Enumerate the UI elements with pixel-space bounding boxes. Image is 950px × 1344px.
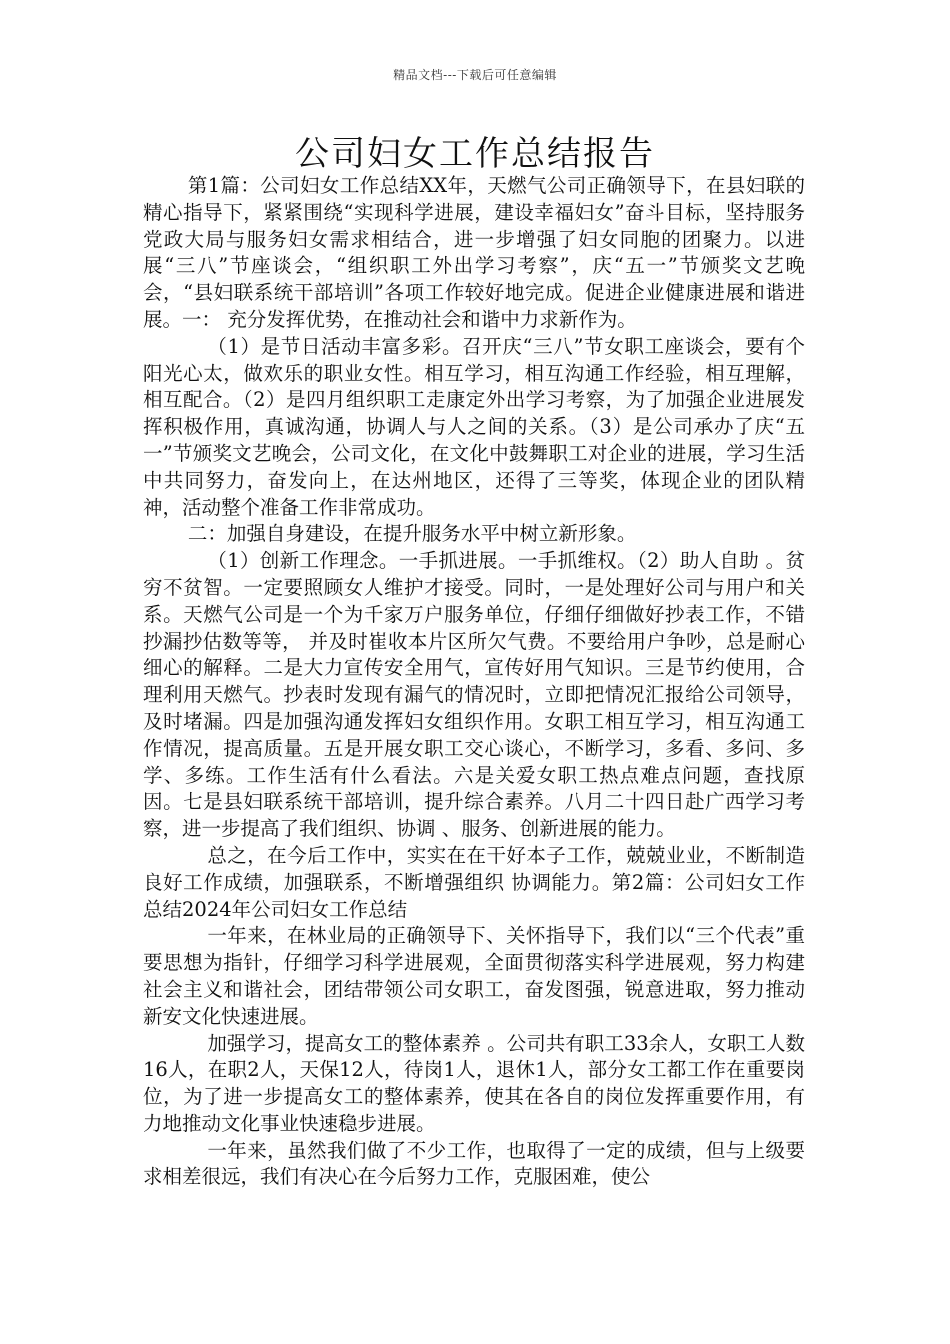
paragraph-5: 总之，在今后工作中，实实在在干好本子工作，兢兢业业，不断制造良好工作成绩，加强联系，不断增强组织 协调能力。第2篇：公司妇女工作总结2024年公司妇女工作总结 <box>143 843 805 921</box>
paragraph-7: 加强学习，提高女工的整体素养 。公司共有职工33余人，女职工人数16人，在职2人，天保12人，待岗1人，退休1人，部分女工都工作在重要岗位，为了进一步提高女工的整体素养，使其在各自的岗位发挥重要作用，有力地推动文化事业快速稳步进展。 <box>143 1031 805 1135</box>
header-note: 精品文档---下载后可任意编辑 <box>393 68 557 82</box>
paragraph-2: （1）是节日活动丰富多彩。召开庆“三八”节女职工座谈会，要有个阳光心太，做欢乐的职业女性。相互学习，相互沟通工作经验，相互理解，相互配合。（2）是四月组织职工走康定外出学习考察，为了加强企业进展发挥积极作用，真诚沟通，协调人与人之间的关系。（3）是公司承办了庆“五一”节颁奖文艺晚会，公司文化，在文化中鼓舞职工对企业的进展，学习生活中共同努力，奋发向上，在达州地区，还得了三等奖，体现企业的团队精神，活动整个准备工作非常成功。 <box>143 334 805 519</box>
paragraph-3: 二：加强自身建设，在提升服务水平中树立新形象。 <box>187 522 637 546</box>
document-title: 公司妇女工作总结报告 <box>295 134 655 174</box>
paragraph-1: 第1篇：公司妇女工作总结XX年，天燃气公司正确领导下，在县妇联的精心指导下，紧紧围绕“实现科学进展，建设幸福妇女”奋斗目标，坚持服务党政大局与服务妇女需求相结合，进一步增强了妇女同胞的团聚力。以进展“三八”节座谈会，“组织职工外出学习考察”，庆“五一”节颁奖文艺晚会，“县妇联系统干部培训”各项工作较好地完成。促进企业健康进展和谐进展。一： 充分发挥优势，在推动社会和谐中力求新作为。 <box>143 174 805 331</box>
paragraph-8: 一年来，虽然我们做了不少工作，也取得了一定的成绩，但与上级要求相差很远，我们有决心在今后努力工作，克服困难，使公 <box>143 1138 805 1189</box>
paragraph-6: 一年来，在林业局的正确领导下、关怀指导下，我们以“三个代表”重要思想为指针，仔细学习科学进展观，全面贯彻落实科学进展观，努力构建社会主义和谐社会，团结带领公司女职工，奋发图强，锐意进取，努力推动新安文化快速进展。 <box>143 924 805 1028</box>
document-body <box>143 173 805 1191</box>
paragraph-4: （1）创新工作理念。一手抓进展。一手抓维权。（2）助人自助 。贫穷不贫智。一定要照顾女人维护才接受。同时，一是处理好公司与用户和关系。天燃气公司是一个为千家万户服务单位，仔细仔细做好抄表工作，不错抄漏抄估数等等， 并及时崔收本片区所欠气费。不要给用户争吵，总是耐心细心的解释。二是大力宣传安全用气，宣传好用气知识。三是节约使用，合理利用天燃气。抄表时发现有漏气的情况时，立即把情况汇报给公司领导，及时堵漏。四是加强沟通发挥妇女组织作用。女职工相互学习，相互沟通工作情况，提高质量。五是开展女职工交心谈心，不断学习，多看、多问、多学、多练。工作生活有什么看法。六是关爱女职工热点难点问题，查找原因。七是县妇联系统干部培训，提升综合素养。八月二十四日赴广西学习考察，进一步提高了我们组织、协调 、服务、创新进展的能力。 <box>143 549 805 841</box>
